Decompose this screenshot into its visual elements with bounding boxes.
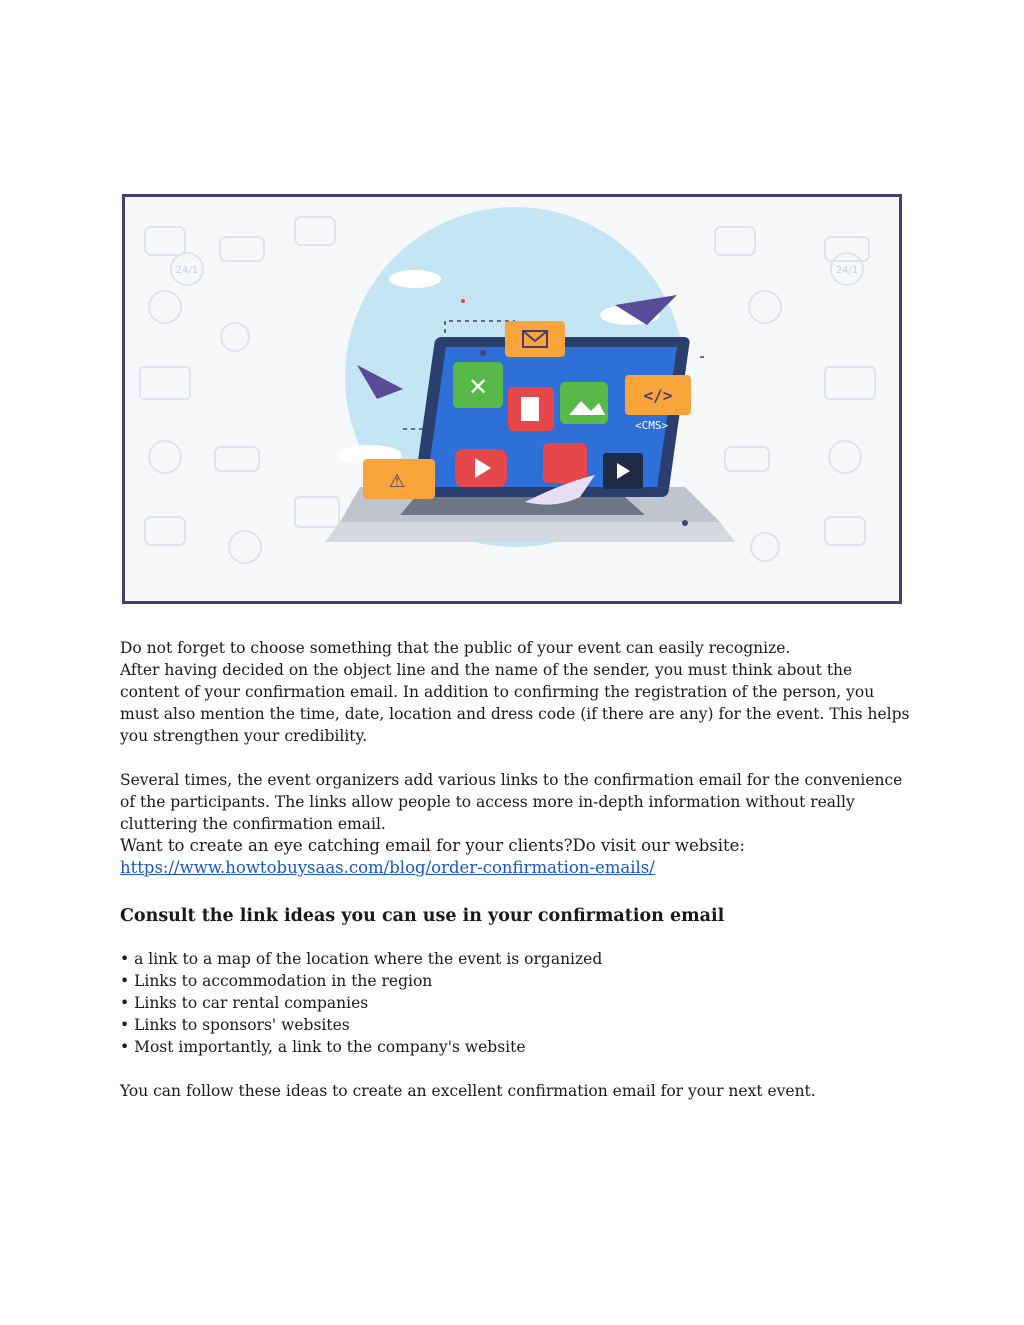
- cms-label: <CMS>: [635, 419, 669, 432]
- list-item: • Links to car rental companies: [120, 992, 910, 1014]
- keyboard: [400, 497, 645, 515]
- chat-tile: [543, 443, 587, 483]
- list-item: • Links to accommodation in the region: [120, 970, 910, 992]
- badge-24-1-right: [831, 253, 863, 285]
- paragraph-links: Several times, the event organizers add various links to the confirmation email for the convenience of the participants. The links allow people to access more in-depth information without really cluttering the confirmation email.: [120, 771, 903, 833]
- code-folder-icon: [625, 375, 691, 415]
- website-link[interactable]: https://www.howtobuysaas.com/blog/order-confirmation-emails/: [120, 858, 655, 877]
- paragraph-cta: Want to create an eye catching email for your clients?Do visit our website:: [120, 836, 745, 855]
- svg-text:⚠: ⚠: [388, 471, 406, 492]
- paragraph-recognize: Do not forget to choose something that the public of your event can easily recognize.: [120, 639, 791, 657]
- list-item: • a link to a map of the location where the event is organized: [120, 948, 910, 970]
- badge-text-left: 24/1: [175, 265, 199, 276]
- list-item: • Links to sponsors' websites: [120, 1014, 910, 1036]
- image-tile: [560, 382, 608, 424]
- article-body: [120, 637, 910, 1102]
- svg-text:✕: ✕: [467, 373, 489, 401]
- ideas-list: [120, 948, 910, 1058]
- mail-folder-icon: [505, 321, 565, 357]
- section-heading: Consult the link ideas you can use in your confirmation email: [120, 906, 725, 926]
- paragraph-content: After having decided on the object line and the name of the sender, you must think about the content of your confirmation email. In addition to confirming the registration of the person, you must also mention the time, date, location and dress code (if there are any) for the event. This helps you strengthen your credibility.: [120, 661, 910, 745]
- badge-text-right: 24/1: [835, 265, 859, 276]
- hero-illustration: [122, 194, 902, 604]
- laptop-base: [325, 522, 735, 542]
- warning-folder-icon: [363, 459, 435, 499]
- badge-24-1-left: [171, 253, 203, 285]
- paragraph-closing: You can follow these ideas to create an excellent confirmation email for your next event.: [120, 1082, 816, 1100]
- svg-text:</>: </>: [643, 386, 673, 405]
- list-item: • Most importantly, a link to the company's website: [120, 1036, 910, 1058]
